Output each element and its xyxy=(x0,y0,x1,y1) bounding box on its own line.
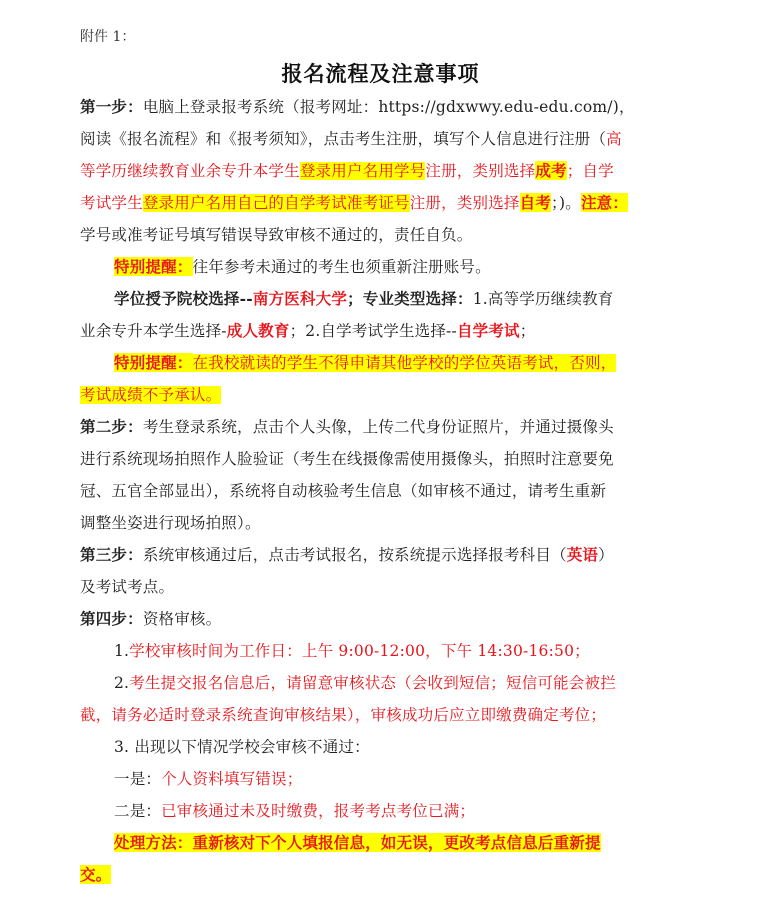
step1-line1: 第一步：电脑上登录报考系统（报考网址：https://gdxwwy.edu-edu.com/)， xyxy=(80,97,635,116)
note-label: 注意： xyxy=(580,193,629,212)
handling-method-line2: 交。 xyxy=(80,865,112,884)
attachment-label: 附件 1： xyxy=(80,29,136,45)
reject-reason-2: 二是：已审核通过未及时缴费，报考考点考位已满； xyxy=(114,802,476,820)
step2-line2: 进行系统现场拍照作人脸验证（考生在线摄像需使用摄像头，拍照时注意要免 xyxy=(80,450,614,468)
special-reminder-2-line1: 特别提醒：在我校就读的学生不得申请其他学校的学位英语考试，否则， xyxy=(114,353,617,372)
step1-line2: 阅读《报名流程》和《报考须知》，点击考生注册，填写个人信息进行注册（高 xyxy=(80,130,622,148)
step1-label: 第一步： xyxy=(80,97,143,116)
step1-line4: 考试学生登录用户名用自己的自学考试准考证号注册，类别选择自考；)。注意： xyxy=(80,193,629,212)
special-reminder-1: 特别提醒：往年参考未通过的考生也须重新注册账号。 xyxy=(114,257,491,276)
handling-method-line1: 处理方法：重新核对下个人填报信息，如无误，更改考点信息后重新提 xyxy=(114,833,601,852)
step1-line3: 等学历继续教育业余专升本学生登录用户名用学号注册，类别选择成考；自学 xyxy=(80,161,614,180)
review-time: 1.学校审核时间为工作日：上午 9:00-12:00，下午 14:30-16:50； xyxy=(114,642,590,660)
special-reminder-2-line2: 考试成绩不予承认。 xyxy=(80,386,222,404)
step4-label: 第四步： xyxy=(80,609,143,628)
reject-conditions: 3. 出现以下情况学校会审核不通过： xyxy=(114,738,370,756)
reject-reason-1: 一是：个人资料填写错误； xyxy=(114,770,303,788)
step2-line3: 冠、五官全部显出），系统将自动核验考生信息（如审核不通过，请考生重新 xyxy=(80,482,607,500)
step2-line1: 第二步：考生登录系统，点击个人头像，上传二代身份证照片，并通过摄像头 xyxy=(80,417,614,436)
review-status-line2: 截，请务必适时登录系统查询审核结果），审核成功后应立即缴费确定考位； xyxy=(80,706,607,724)
step3-line2: 及考试考点。 xyxy=(80,578,175,596)
step4-line1: 第四步：资格审核。 xyxy=(80,609,222,628)
step3-label: 第三步： xyxy=(80,545,143,564)
review-status-line1: 2.考生提交报名信息后，请留意审核状态（会收到短信；短信可能会被拦 xyxy=(114,674,616,692)
step2-label: 第二步： xyxy=(80,417,143,436)
step3-line1: 第三步：系统审核通过后，点击考试报名，按系统提示选择报考科目（英语） xyxy=(80,545,614,564)
degree-school-line2: 业余专升本学生选择-成人教育；2.自学考试学生选择--自学考试； xyxy=(80,321,536,340)
step1-line5: 学号或准考证号填写错误导致审核不通过的，责任自负。 xyxy=(80,226,473,244)
degree-school-line1: 学位授予院校选择--南方医科大学；专业类型选择：1.高等学历继续教育 xyxy=(114,289,614,308)
page-title: 报名流程及注意事项 xyxy=(281,61,480,86)
step2-line4: 调整坐姿进行现场拍照）。 xyxy=(80,514,261,532)
